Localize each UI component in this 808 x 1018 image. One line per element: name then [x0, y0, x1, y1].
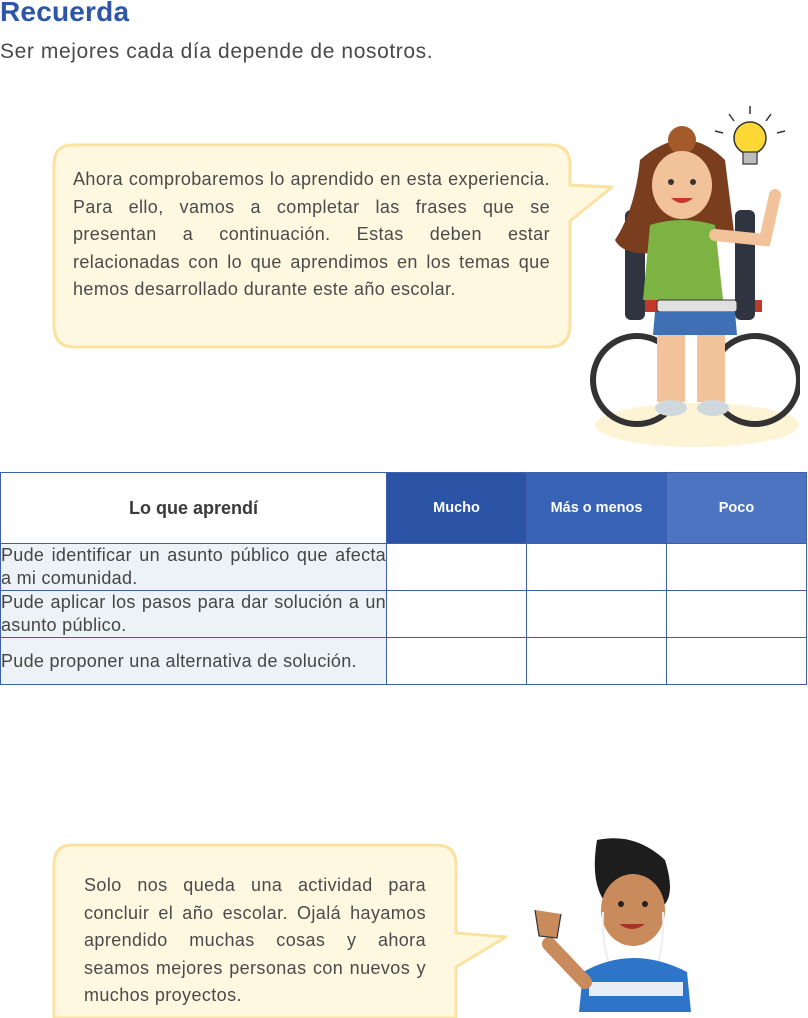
speech-bubble-1-text: Ahora comprobaremos lo aprendido en esta experiencia. Para ello, vamos a completar las frases que se presentan a continuación. Estas deben estar relacionadas con lo que aprendimos en los temas que hemos desarrollado durante este año escolar. — [73, 169, 550, 299]
answer-cell-mas-o-menos[interactable] — [527, 591, 667, 638]
row-statement: Pude proponer una alternativa de solución. — [1, 638, 387, 685]
girl-wheelchair-illustration — [585, 100, 800, 455]
answer-cell-poco[interactable] — [667, 544, 807, 591]
table-row — [1, 638, 807, 685]
answer-cell-mucho[interactable] — [387, 591, 527, 638]
boy-waving-illustration — [505, 832, 705, 1012]
self-evaluation-table — [0, 472, 807, 685]
answer-cell-poco[interactable] — [667, 591, 807, 638]
answer-cell-mucho[interactable] — [387, 544, 527, 591]
header-option-mucho: Mucho — [387, 473, 527, 544]
row-statement: Pude aplicar los pasos para dar solución a un asunto público. — [1, 591, 387, 638]
speech-bubble-2-text: Solo nos queda una actividad para concluir el año escolar. Ojalá hayamos aprendido muchas cosas y ahora seamos mejores personas con nuevos y muchos proyectos. — [84, 875, 426, 1005]
answer-cell-mas-o-menos[interactable] — [527, 638, 667, 685]
header-option-poco: Poco — [667, 473, 807, 544]
table-row — [1, 591, 807, 638]
answer-cell-mas-o-menos[interactable] — [527, 544, 667, 591]
header-what-i-learned: Lo que aprendí — [1, 473, 387, 544]
header-option-mas-o-menos: Más o menos — [527, 473, 667, 544]
row-statement: Pude identificar un asunto público que afecta a mi comunidad. — [1, 544, 387, 591]
page-title: Recuerda — [0, 0, 130, 27]
table-row — [1, 544, 807, 591]
page-subtitle: Ser mejores cada día depende de nosotros. — [0, 40, 434, 63]
answer-cell-mucho[interactable] — [387, 638, 527, 685]
answer-cell-poco[interactable] — [667, 638, 807, 685]
table-header-row — [1, 473, 807, 544]
lightbulb-icon — [715, 106, 785, 164]
